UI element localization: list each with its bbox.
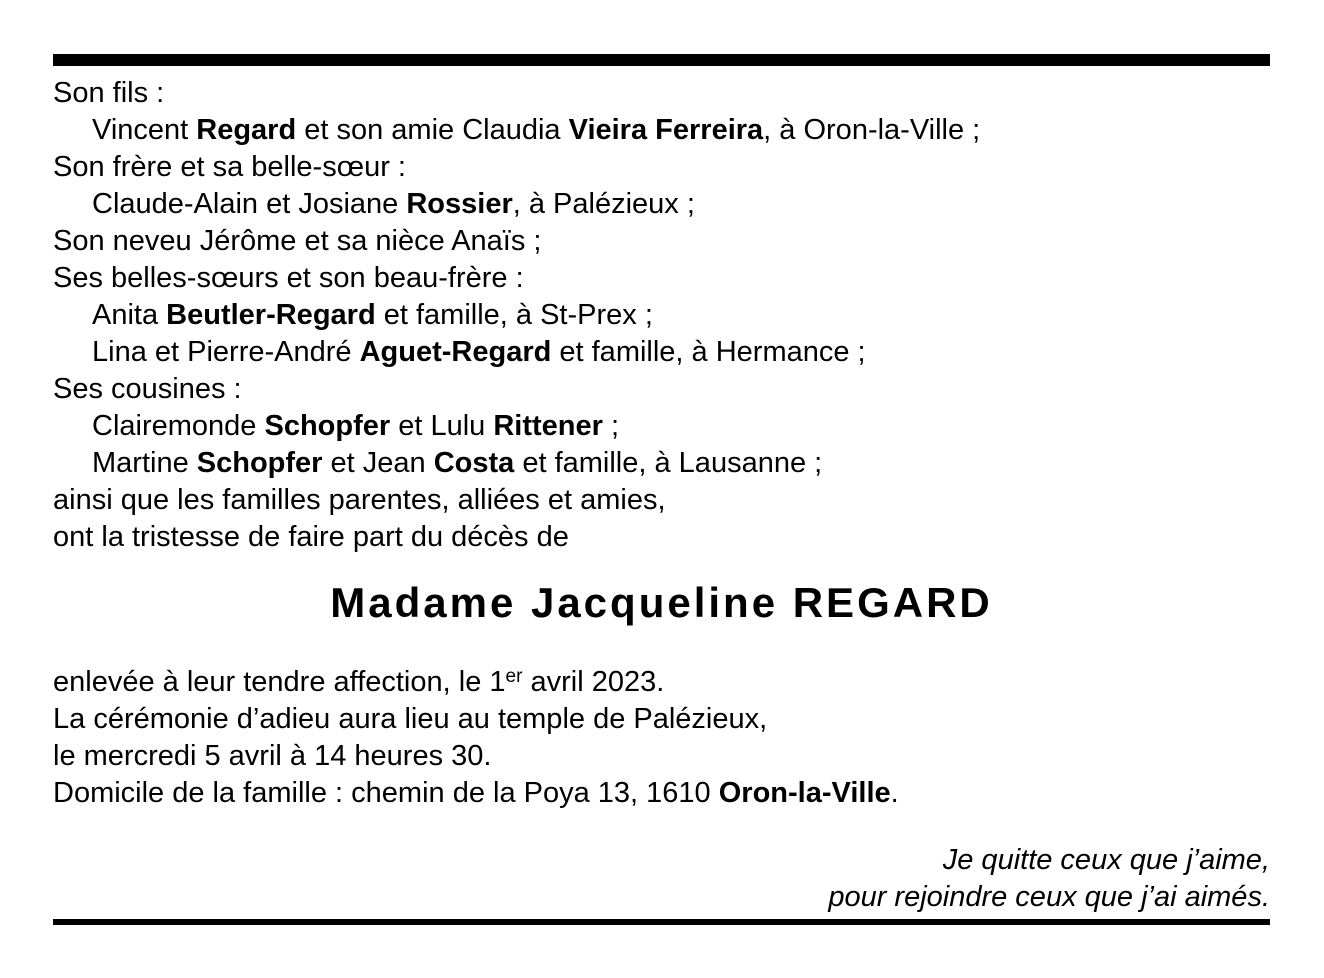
name-emphasis: Rittener: [493, 410, 603, 442]
family-line: [53, 112, 1270, 149]
detail-line: [53, 701, 1270, 738]
detail-line: [53, 775, 1270, 812]
name-emphasis: Schopfer: [264, 410, 391, 442]
name-emphasis: Rossier: [406, 188, 513, 220]
text-segment: er: [505, 666, 523, 687]
text-segment: ainsi que les familles parentes, alliées et amies,: [53, 484, 666, 516]
text-segment: et famille, à St-Prex ;: [375, 299, 653, 331]
bottom-rule: [53, 919, 1270, 925]
text-segment: , à Palézieux ;: [512, 188, 695, 220]
text-segment: et Lulu: [390, 410, 494, 442]
text-segment: Vincent: [92, 114, 197, 146]
family-line: [53, 260, 1270, 297]
family-line: [53, 445, 1270, 482]
top-rule: [53, 54, 1270, 66]
name-emphasis: Oron-la-Ville: [718, 777, 891, 809]
name-emphasis: Beutler-Regard: [166, 299, 376, 331]
text-segment: avril 2023.: [522, 666, 665, 698]
text-segment: Clairemonde: [92, 410, 265, 442]
family-line: [53, 482, 1270, 519]
text-segment: enlevée à leur tendre affection, le 1: [53, 666, 506, 698]
name-emphasis: Vieira Ferreira: [568, 114, 764, 146]
text-segment: et Jean: [322, 447, 434, 479]
quote-line: pour rejoindre ceux que j’ai aimés.: [828, 881, 1270, 913]
family-line: [53, 371, 1270, 408]
text-segment: La cérémonie d’adieu aura lieu au temple de Palézieux,: [53, 703, 768, 735]
text-segment: et son amie Claudia: [296, 114, 569, 146]
quote-line: Je quitte ceux que j’aime,: [942, 844, 1270, 876]
name-emphasis: Costa: [433, 447, 515, 479]
family-line: [53, 149, 1270, 186]
text-segment: .: [890, 777, 899, 809]
epitaph-quote: [53, 842, 1270, 916]
family-line: [53, 408, 1270, 445]
text-segment: Lina et Pierre-André: [92, 336, 360, 368]
name-emphasis: Schopfer: [196, 447, 323, 479]
family-line: [53, 223, 1270, 260]
text-segment: Son neveu Jérôme et sa nièce Anaïs ;: [53, 225, 542, 257]
deceased-name-title: Madame Jacqueline REGARD: [330, 579, 993, 626]
text-segment: , à Oron-la-Ville ;: [763, 114, 981, 146]
text-segment: ;: [602, 410, 620, 442]
text-segment: Son fils :: [53, 77, 165, 109]
ceremony-details: [53, 664, 1270, 812]
detail-line: [53, 664, 1270, 701]
text-segment: Martine: [92, 447, 197, 479]
family-line: [53, 519, 1270, 556]
text-segment: et famille, à Hermance ;: [551, 336, 866, 368]
text-segment: et famille, à Lausanne ;: [514, 447, 823, 479]
text-segment: le mercredi 5 avril à 14 heures 30.: [53, 740, 492, 772]
detail-line: [53, 738, 1270, 775]
family-list: [53, 75, 1270, 556]
text-segment: Ses belles-sœurs et son beau-frère :: [53, 262, 524, 294]
text-segment: ont la tristesse de faire part du décès de: [53, 521, 569, 553]
family-line: [53, 297, 1270, 334]
family-line: [53, 75, 1270, 112]
text-segment: Ses cousines :: [53, 373, 242, 405]
text-segment: Anita: [92, 299, 167, 331]
name-emphasis: Aguet-Regard: [359, 336, 552, 368]
text-segment: Domicile de la famille : chemin de la Poya 13, 1610: [53, 777, 719, 809]
family-line: [53, 334, 1270, 371]
notice-content: [53, 54, 1270, 925]
family-line: [53, 186, 1270, 223]
text-segment: Son frère et sa belle-sœur :: [53, 151, 406, 183]
text-segment: Claude-Alain et Josiane: [92, 188, 407, 220]
name-emphasis: Regard: [196, 114, 297, 146]
